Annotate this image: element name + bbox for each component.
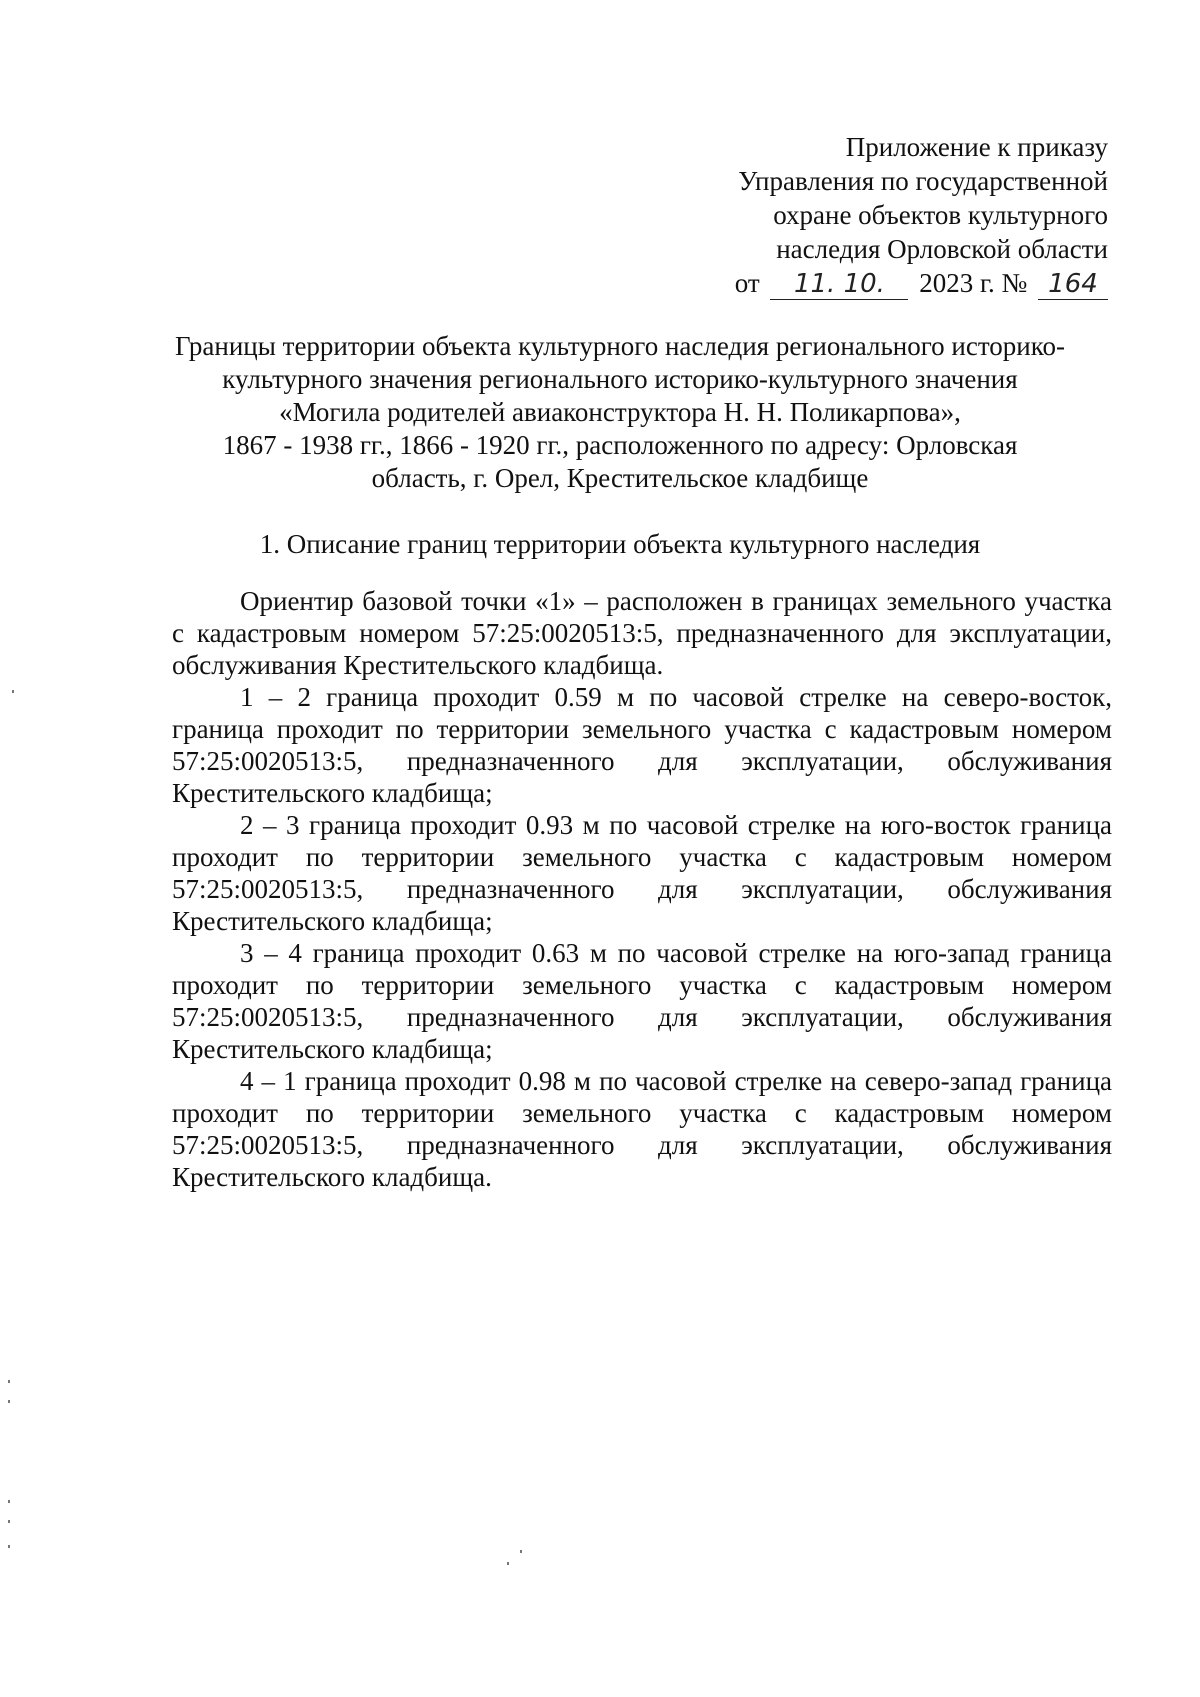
title-line-2: культурного значения регионального историко-культурного значения — [222, 364, 1018, 394]
order-year: 2023 г. № — [919, 268, 1028, 298]
scan-speck — [507, 1562, 509, 1565]
header-line-3: охране объектов культурного — [773, 200, 1108, 230]
paragraph-segment-1-2: 1 – 2 граница проходит 0.59 м по часовой стрелке на северо-восток, граница проходит по территории земельного участка с кадастровым номером 57:25:0020513:5, предназначенного для эксплуатации, обслуживания Крестительского кладбища; — [172, 682, 1112, 808]
scan-speck — [8, 1520, 10, 1523]
scan-speck — [8, 1380, 10, 1383]
title-line-4: 1867 - 1938 гг., 1866 - 1920 гг., расположенного по адресу: Орловская — [222, 430, 1018, 460]
paragraph-segment-2-3: 2 – 3 граница проходит 0.93 м по часовой стрелке на юго-восток граница проходит по территории земельного участка с кадастровым номером 57:25:0020513:5, предназначенного для эксплуатации, обслуживания Крестительского кладбища; — [172, 810, 1112, 936]
paragraph-segment-4-1: 4 – 1 граница проходит 0.98 м по часовой стрелке на северо-запад граница проходит по территории земельного участка с кадастровым номером 57:25:0020513:5, предназначенного для эксплуатации, обслуживания Крестительского кладбища. — [172, 1066, 1112, 1192]
appendix-header — [735, 130, 1108, 300]
section-heading: 1. Описание границ территории объекта культурного наследия — [259, 529, 981, 559]
header-line-1: Приложение к приказу — [845, 132, 1108, 162]
order-number-handwritten: 164 — [1038, 269, 1108, 300]
title-line-5: область, г. Орел, Крестительское кладбище — [371, 463, 869, 493]
scan-speck — [8, 1400, 10, 1403]
header-line-2: Управления по государственной — [738, 166, 1108, 196]
scan-speck — [520, 1550, 522, 1553]
boundary-description — [172, 585, 1112, 1193]
order-date-handwritten: 11. 10. — [770, 269, 908, 300]
paragraph-base-point: Ориентир базовой точки «1» – расположен в границах земельного участка с кадастровым номером 57:25:0020513:5, предназначенного для эксплуатации, обслуживания Крестительского кладбища. — [172, 586, 1112, 680]
scan-speck — [8, 1500, 10, 1503]
paragraph-segment-3-4: 3 – 4 граница проходит 0.63 м по часовой стрелке на юго-запад граница проходит по территории земельного участка с кадастровым номером 57:25:0020513:5, предназначенного для эксплуатации, обслуживания Крестительского кладбища; — [172, 938, 1112, 1064]
scan-speck — [8, 1545, 10, 1548]
document-title — [170, 330, 1070, 495]
order-reference — [735, 266, 1108, 300]
header-line-4: наследия Орловской области — [776, 234, 1108, 264]
title-line-1: Границы территории объекта культурного наследия регионального историко- — [175, 331, 1065, 361]
scan-speck — [12, 690, 14, 693]
title-line-3: «Могила родителей авиаконструктора Н. Н. Поликарпова», — [279, 397, 961, 427]
order-prefix: от — [734, 268, 760, 298]
